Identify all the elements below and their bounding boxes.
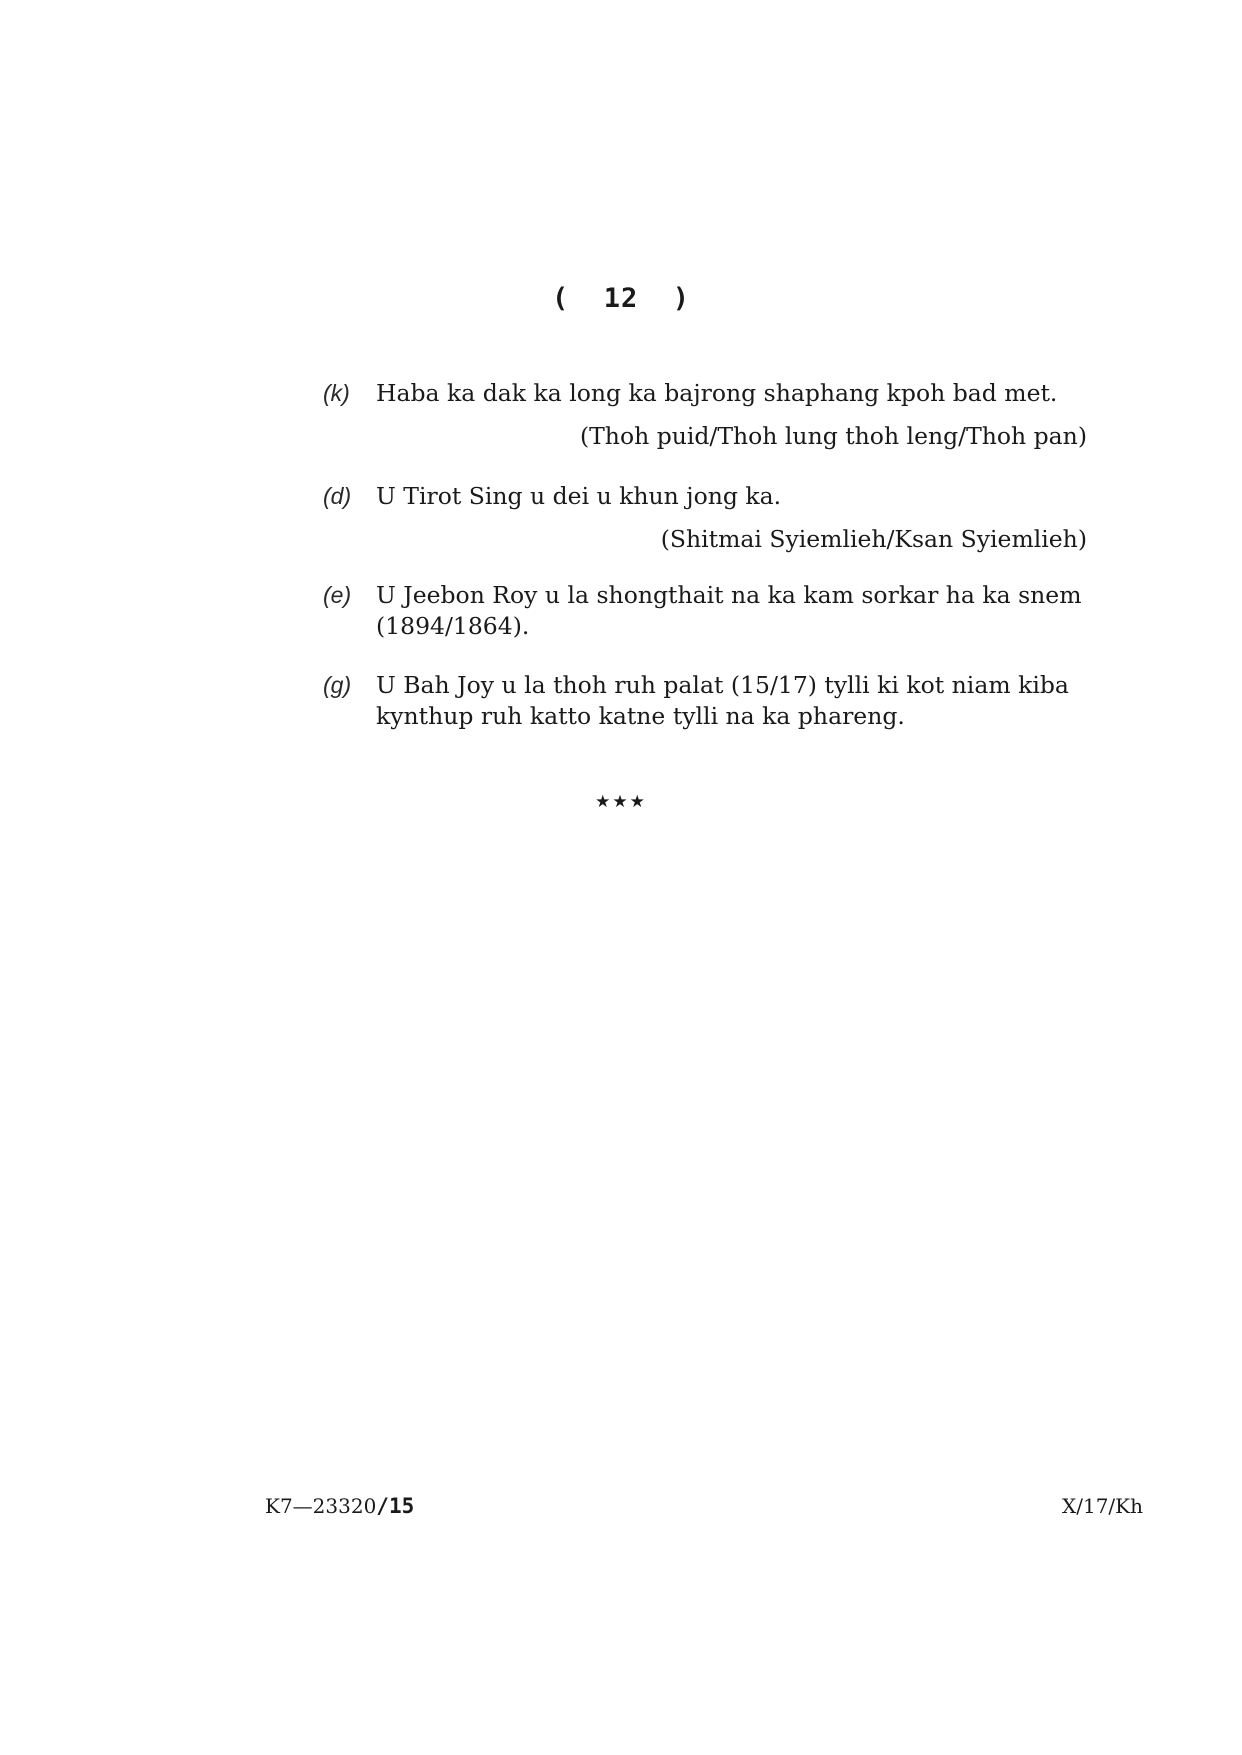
question-options: (Shitmai Syiemlieh/Ksan Syiemlieh)	[660, 525, 1087, 553]
question-label: (g)	[323, 672, 352, 698]
question-k	[323, 378, 1087, 458]
question-statement: Haba ka dak ka long ka bajrong shaphang kpoh bad met.	[376, 379, 1058, 407]
question-text	[376, 580, 1087, 642]
question-label: (d)	[323, 483, 352, 509]
question-e	[323, 580, 1087, 650]
question-statement: U Jeebon Roy u la shongthait na ka kam sorkar ha ka snem (1894/1864).	[376, 581, 1082, 640]
question-text	[376, 481, 1087, 555]
question-g	[323, 670, 1087, 740]
question-statement: U Tirot Sing u dei u khun jong ka.	[376, 482, 782, 510]
end-of-paper-stars: ★★★	[595, 792, 647, 812]
footer-paper-code: X/17/Kh	[1062, 1494, 1143, 1518]
question-label: (e)	[323, 582, 352, 608]
page-number: ( 12 )	[551, 283, 691, 314]
question-statement: U Bah Joy u la thoh ruh palat (15/17) tylli ki kot niam kiba kynthup ruh katto katne tylli na ka phareng.	[376, 671, 1069, 730]
question-text	[376, 378, 1087, 452]
question-label: (k)	[323, 380, 350, 406]
question-options: (Thoh puid/Thoh lung thoh leng/Thoh pan)	[579, 422, 1087, 450]
footer-code	[265, 1494, 414, 1518]
footer-code-suffix: /15	[376, 1494, 415, 1518]
question-text	[376, 670, 1087, 732]
footer-code-prefix: K7—23320	[265, 1494, 377, 1518]
question-d	[323, 481, 1087, 561]
